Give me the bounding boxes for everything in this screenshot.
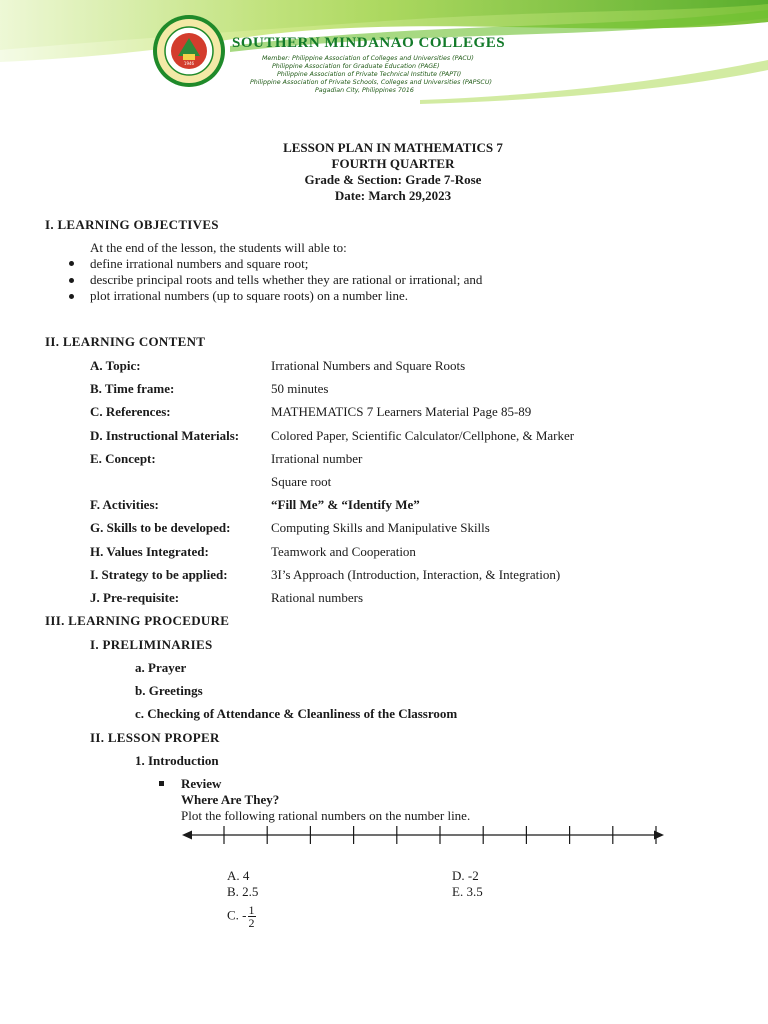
content-label: H. Values Integrated: [90,544,209,559]
svg-text:1946: 1946 [183,61,195,66]
choice-a: A. 4 [227,868,250,883]
choice-c-prefix: C. - [227,907,247,923]
review-label: Review [181,776,222,791]
content-label: A. Topic: [90,358,141,373]
content-heading: II. LEARNING CONTENT [45,334,206,349]
objectives-intro: At the end of the lesson, the students will able to: [90,240,347,255]
content-value: Teamwork and Cooperation [271,544,416,559]
college-address: Pagadian City, Philippines 7016 [315,87,414,94]
lesson-title: LESSON PLAN IN MATHEMATICS 7 [283,140,503,155]
content-label: B. Time frame: [90,381,175,396]
choice-c [227,904,256,929]
preliminaries-heading: I. PRELIMINARIES [90,637,213,652]
affiliation-papti: Philippine Association of Private Technical Institute (PAPTI) [277,71,462,78]
choice-e: E. 3.5 [452,884,483,899]
content-value: Computing Skills and Manipulative Skills [271,520,490,535]
content-value: 3I’s Approach (Introduction, Interaction, & Integration) [271,567,561,582]
college-name: SOUTHERN MINDANAO COLLEGES [232,35,506,51]
content-value: MATHEMATICS 7 Learners Material Page 85-89 [271,404,532,419]
affiliation-page: Philippine Association for Graduate Education (PAGE) [272,63,440,70]
affiliation-pacu: Member: Philippine Association of Colleges and Universities (PACU) [262,55,474,62]
objectives-heading: I. LEARNING OBJECTIVES [45,217,219,232]
content-label: E. Concept: [90,451,156,466]
content-value: Colored Paper, Scientific Calculator/Cellphone, & Marker [271,428,575,443]
objective-item: plot irrational numbers (up to square roots) on a number line. [90,288,409,303]
content-value: Irrational number [271,451,363,466]
activity-instruction: Plot the following rational numbers on the number line. [181,808,471,823]
prelim-item: b. Greetings [135,683,203,698]
lesson-title-block [0,140,768,204]
prelim-item: c. Checking of Attendance & Cleanliness of the Classroom [135,706,458,721]
content-label: D. Instructional Materials: [90,428,240,443]
content-label: J. Pre-requisite: [90,590,180,605]
content-label: F. Activities: [90,497,159,512]
bullet-icon [69,294,74,299]
bullet-icon [69,278,74,283]
bullet-icon [69,261,74,266]
number-line [180,822,666,856]
quarter: FOURTH QUARTER [331,156,455,171]
lesson-date: Date: March 29,2023 [334,188,452,203]
procedure-heading: III. LEARNING PROCEDURE [45,613,230,628]
introduction-heading: 1. Introduction [135,753,219,768]
fraction [248,904,256,929]
content-label: G. Skills to be developed: [90,520,231,535]
objective-item: define irrational numbers and square root; [90,256,309,271]
content-value: “Fill Me” & “Identify Me” [271,497,420,512]
content-value: Rational numbers [271,590,364,605]
activity-title: Where Are They? [181,792,280,807]
lesson-proper-heading: II. LESSON PROPER [90,730,220,745]
content-value: Square root [271,474,332,489]
content-value: Irrational Numbers and Square Roots [271,358,466,373]
prelim-item: a. Prayer [135,660,187,675]
choice-d: D. -2 [452,868,479,883]
objective-item: describe principal roots and tells whether they are rational or irrational; and [90,272,483,287]
content-label: C. References: [90,404,171,419]
fraction-denominator: 2 [248,916,255,930]
content-value: 50 minutes [271,381,329,396]
left-arrow-icon [182,831,192,840]
choice-b: B. 2.5 [227,884,259,899]
fraction-numerator: 1 [248,903,255,917]
letterhead [0,0,768,110]
grade-section: Grade & Section: Grade 7-Rose [304,172,482,187]
college-seal-logo [152,14,226,88]
content-label: I. Strategy to be applied: [90,567,228,582]
square-bullet-icon [159,781,164,786]
affiliation-papscu: Philippine Association of Private Schools, Colleges and Universities (PAPSCU) [250,79,492,86]
